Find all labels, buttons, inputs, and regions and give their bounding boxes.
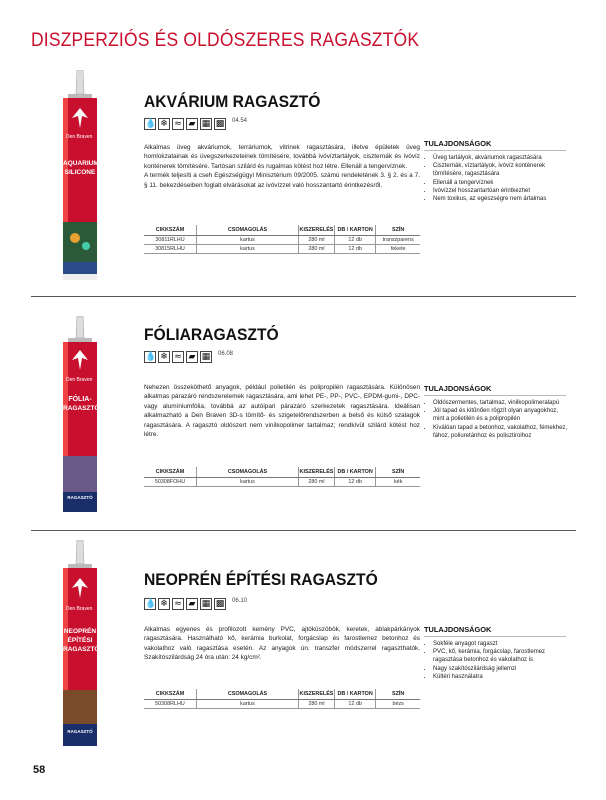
- list-item: • Ciszternák, víztartályok, ivóvíz konténerek tömítésére, ragasztására: [433, 162, 569, 178]
- product-table: [144, 467, 420, 487]
- tube-icon: ▰: [186, 598, 198, 610]
- list-item: • Jól tapad és kitűnően rögzít olyan anyagokhoz, mint a polietilén és a polipropilén: [433, 407, 569, 423]
- product-table: [144, 689, 420, 709]
- product-description: [144, 625, 420, 663]
- col-header: SZÍN: [376, 689, 420, 700]
- table-cell: 50308FOHU: [144, 478, 196, 487]
- product-description: [144, 143, 420, 190]
- col-header: CSOMAGOLÁS: [196, 225, 298, 236]
- col-header: DB / KARTON: [334, 689, 375, 700]
- table-cell: kartus: [196, 245, 298, 254]
- tube-icon: ▰: [186, 351, 198, 363]
- table-cell: 280 ml: [299, 236, 335, 245]
- tube-label-line-1: AQUARIUM: [63, 160, 99, 167]
- col-header: SZÍN: [376, 467, 420, 478]
- table-cell: 280 ml: [299, 478, 335, 487]
- section-divider: [31, 530, 576, 531]
- properties-list: [424, 640, 569, 681]
- property-icons: [144, 118, 247, 130]
- brush-icon: ▦: [201, 119, 211, 129]
- table-row: [144, 700, 420, 709]
- table-cell: 280 ml: [299, 700, 335, 709]
- table-cell: 30815RLHU: [144, 245, 196, 254]
- grid-icon: ▩: [215, 119, 225, 129]
- table-cell: transzparens: [376, 236, 420, 245]
- table-cell: kartus: [196, 236, 298, 245]
- col-header: SZÍN: [376, 225, 420, 236]
- list-item: • Nem toxikus, az egészségre nem ártalmas: [433, 195, 569, 203]
- list-item: • Ellenáll a tengervíznek: [433, 179, 569, 187]
- col-header: DB / KARTON: [334, 225, 375, 236]
- table-row: [144, 245, 420, 254]
- col-header: CIKKSZÁM: [144, 225, 196, 236]
- tube-footer: RAGASZTÓ: [67, 495, 93, 500]
- tube-label-line-1: FÓLIA-: [68, 396, 92, 403]
- col-header: CIKKSZÁM: [144, 689, 196, 700]
- tube-icon: ▰: [186, 118, 198, 130]
- page-number: 58: [33, 764, 46, 776]
- product-table: [144, 225, 420, 254]
- description-text: Nehezen összeköthető anyagok, például polietilén és polipropilén ragasztására. Különösen alkalmas párazáró rendszerelemek ragasztására, ami lehet PE-, PP-, PVC-, EPDM-gumi-, DPC- vagy alumíniumfólia, továbbá az autóipari párazáró szerkezetek ragasztására. Ideálisan alkalmazható a Den Braven 3D-s tömítő- és szigetelőrendszerben a belső és külső szalagok ragasztására. A ragasztó oldószert nem vinilkopolimer tartalmaz; rendkívül szilárd kötést hoz létre.: [144, 384, 420, 439]
- product-title: NEOPRÉN ÉPÍTÉSI RAGASZTÓ: [144, 570, 378, 589]
- product-image-folia: [60, 316, 100, 516]
- temperature-icon: ≈: [172, 118, 184, 130]
- water-drop-icon: 💧: [145, 599, 157, 609]
- list-item: • Üveg tartályok, akváriumok ragasztására: [433, 154, 569, 162]
- water-drop-icon: 💧: [145, 352, 157, 362]
- properties-box: [424, 139, 574, 203]
- product-title: AKVÁRIUM RAGASZTÓ: [144, 92, 321, 111]
- list-item: • Nagy szakítószilárdság jellemzi: [433, 665, 569, 673]
- product-title: FÓLIARAGASZTÓ: [144, 325, 279, 344]
- table-cell: 12 db: [334, 478, 375, 487]
- temperature-icon: ≈: [172, 351, 184, 363]
- table-cell: 12 db: [334, 700, 375, 709]
- grid-icon: ▩: [215, 599, 225, 609]
- tube-label-line-2: ÉPÍTÉSI: [67, 637, 93, 644]
- property-icons: [144, 351, 233, 363]
- list-item: • Kültéri használatra: [433, 673, 569, 681]
- table-cell: fekete: [376, 245, 420, 254]
- tube-label-line-3: RAGASZTÓ: [63, 646, 100, 653]
- properties-box: [424, 384, 574, 440]
- list-item: • PVC, kő, kerámia, forgácslap, farostlemez ragasztása betonhoz és vakolathoz is: [433, 648, 569, 664]
- product-image-neopren: [60, 540, 100, 750]
- col-header: KISZERELÉS: [299, 467, 335, 478]
- snowflake-icon: ❄: [158, 118, 170, 130]
- tube-label-line-2: RAGASZTÓ: [63, 405, 100, 412]
- properties-list: [424, 399, 569, 440]
- tube-label-line-2: SILICONE: [64, 169, 96, 176]
- section-divider: [31, 296, 576, 297]
- table-cell: 280 ml: [299, 245, 335, 254]
- list-item: • Sokféle anyagot ragaszt: [433, 640, 569, 648]
- table-cell: 12 db: [334, 245, 375, 254]
- description-text: Alkalmas egyenes és profilozott kemény PVC, ajtóküszöbök, keretek, ablakpárkányok ragasztására. Használható kő, kerámia burkolat, forgácslap és farostlemez betonhoz és vakolathoz való ragasztása esetén. Az anyagok ún. transzfer módszerrel ragaszthatók. Szakítószilárdság 24 óra után: 24 kg/cm².: [144, 626, 420, 662]
- temperature-icon: ≈: [172, 598, 184, 610]
- table-cell: kék: [376, 478, 420, 487]
- list-item: • Ivóvízzel hosszantartóan érintkezhet: [433, 187, 569, 195]
- product-description: [144, 383, 420, 439]
- description-text: Alkalmas üveg akváriumok, terráriumok, vitrinek ragasztására, illetve épületek üveg homlokzatainak és üvegszerkezeteinek tömítésére, továbbá ivóvíztartályok, ciszternák és ivóvíz konténerek tömítésére. Tartósan szilárd és rugalmas kötést hoz létre. Ellenáll a tengervíznek.: [144, 144, 420, 170]
- properties-list: [424, 154, 569, 203]
- product-code: 04.54: [232, 118, 248, 124]
- properties-title: TULAJDONSÁGOK: [424, 139, 566, 151]
- product-code: 06.08: [218, 351, 234, 357]
- properties-box: [424, 625, 574, 681]
- table-cell: 12 db: [334, 236, 375, 245]
- list-item: • Kiválóan tapad a betonhoz, vakolathoz, fémekhez, fához, poliuretánhoz és polisztirolhoz: [433, 424, 569, 440]
- table-cell: 50308RLHU: [144, 700, 196, 709]
- tube-brand: Den Braven: [66, 134, 93, 140]
- col-header: DB / KARTON: [334, 467, 375, 478]
- brush-icon: ▦: [201, 599, 211, 609]
- snowflake-icon: ❄: [158, 598, 170, 610]
- table-cell: 30811RLHU: [144, 236, 196, 245]
- properties-title: TULAJDONSÁGOK: [424, 384, 566, 396]
- tube-label-line-1: NEOPRÉN: [63, 628, 97, 635]
- page-title: DISZPERZIÓS ÉS OLDÓSZERES RAGASZTÓK: [31, 30, 420, 51]
- table-cell: bézs: [376, 700, 420, 709]
- table-row: [144, 478, 420, 487]
- product-code: 06.10: [232, 598, 248, 604]
- description-text-2: A termék teljesíti a cseh Egészségügyi Minisztérium 09/2005. számú rendeletének 3. § 2. és a 7. § 11. bekezdéseiben foglalt elvárásokat az ivóvízzel való hosszantartó érintkezésről.: [144, 172, 420, 189]
- col-header: CIKKSZÁM: [144, 467, 196, 478]
- col-header: CSOMAGOLÁS: [196, 689, 298, 700]
- product-image-aquarium: [60, 70, 100, 280]
- table-row: [144, 236, 420, 245]
- table-cell: kartus: [196, 700, 298, 709]
- properties-title: TULAJDONSÁGOK: [424, 625, 566, 637]
- water-drop-icon: 💧: [145, 119, 157, 129]
- snowflake-icon: ❄: [158, 351, 170, 363]
- table-cell: kartus: [196, 478, 298, 487]
- tube-footer: RAGASZTÓ: [67, 729, 93, 734]
- col-header: KISZERELÉS: [299, 225, 335, 236]
- col-header: CSOMAGOLÁS: [196, 467, 298, 478]
- list-item: • Oldószermentes, tartalmaz, vinilkopolimeralapú: [433, 399, 569, 407]
- col-header: KISZERELÉS: [299, 689, 335, 700]
- tube-brand: Den Braven: [66, 606, 93, 612]
- brush-icon: ▦: [201, 352, 211, 362]
- tube-brand: Den Braven: [66, 377, 93, 383]
- property-icons: [144, 598, 247, 610]
